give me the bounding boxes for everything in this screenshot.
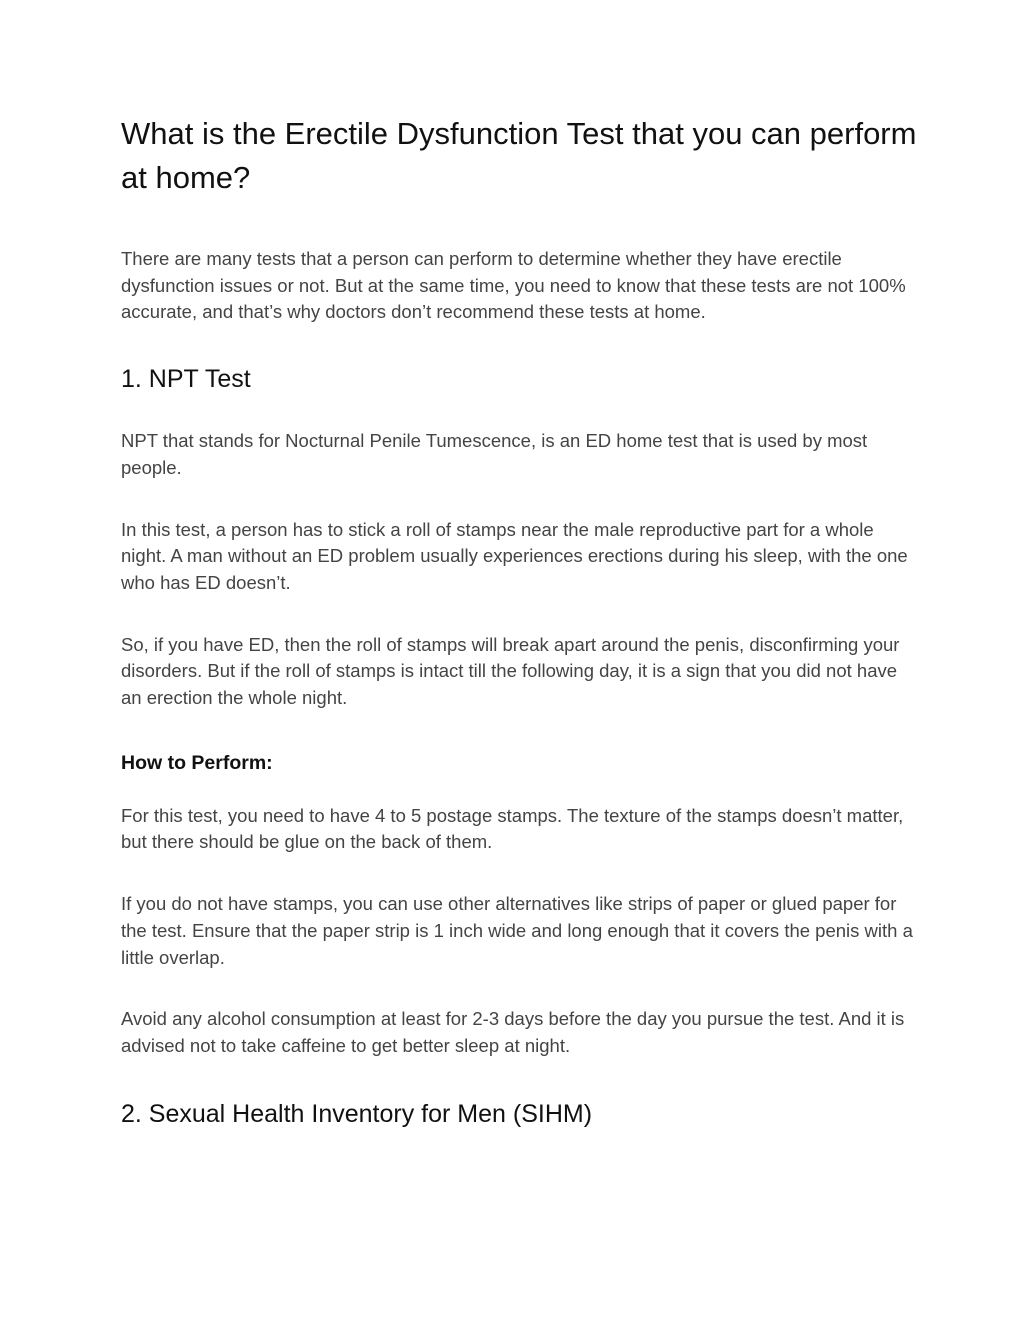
how-to-paragraph-1: For this test, you need to have 4 to 5 postage stamps. The texture of the stamps doesn’t matter, but there should be glue on the back of them. <box>121 804 904 853</box>
subheading-how-to-perform: How to Perform: <box>121 751 273 774</box>
npt-paragraph-1: NPT that stands for Nocturnal Penile Tumescence, is an ED home test that is used by most people. <box>121 430 868 478</box>
how-to-paragraph-2: If you do not have stamps, you can use other alternatives like strips of paper or glued paper for the test. Ensure that the paper strip is 1 inch wide and long enough that it covers the penis with a little overlap. <box>121 893 913 968</box>
section-heading-sihm: 2. Sexual Health Inventory for Men (SIHM) <box>121 1099 593 1128</box>
section-heading-npt-test: 1. NPT Test <box>121 365 251 394</box>
intro-paragraph: There are many tests that a person can perform to determine whether they have erectile dysfunction issues or not. But at the same time, you need to know that these tests are not 100% accurate, and that’s why doctors don’t recommend these tests at home. <box>121 248 906 323</box>
npt-paragraph-2: In this test, a person has to stick a roll of stamps near the male reproductive part for a whole night. A man without an ED problem usually experiences erections during his sleep, with the one who has ED doesn’t. <box>121 518 908 593</box>
page-title: What is the Erectile Dysfunction Test that you can perform at home? <box>121 116 917 195</box>
document-page <box>121 112 921 1129</box>
how-to-paragraph-3: Avoid any alcohol consumption at least for 2-3 days before the day you pursue the test. And it is advised not to take caffeine to get better sleep at night. <box>121 1008 905 1056</box>
npt-paragraph-3: So, if you have ED, then the roll of stamps will break apart around the penis, disconfirming your disorders. But if the roll of stamps is intact till the following day, it is a sign that you did not have an erection the whole night. <box>121 633 900 709</box>
